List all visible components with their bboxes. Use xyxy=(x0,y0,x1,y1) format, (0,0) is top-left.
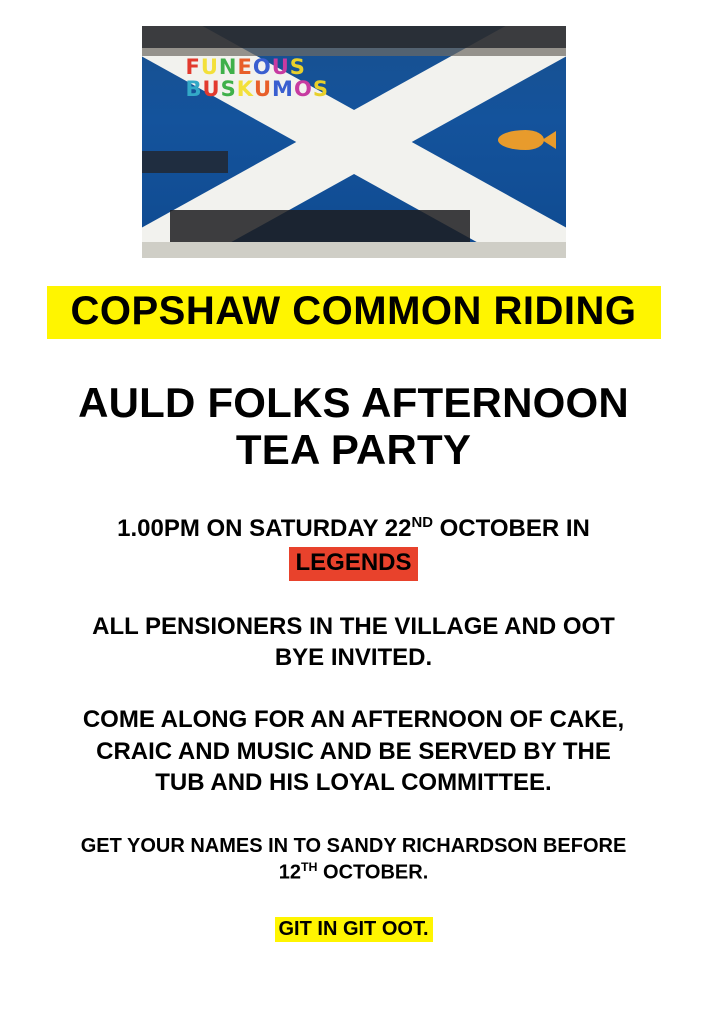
poster xyxy=(0,26,707,1026)
title-line-1: AULD FOLKS AFTERNOON xyxy=(78,378,629,426)
invitation-paragraph xyxy=(54,611,654,674)
event-banner xyxy=(47,286,661,339)
saltire-flag-photo xyxy=(142,26,566,258)
photo-bottom-rail xyxy=(142,242,566,258)
photo-top-rail xyxy=(142,26,566,48)
details-line-3: TUB AND HIS LOYAL COMMITTEE. xyxy=(155,769,552,797)
title-line-2: TEA PARTY xyxy=(235,425,472,473)
rsvp-deadline-day: 12 xyxy=(278,862,301,885)
venue-line xyxy=(34,545,674,580)
event-date-ordinal: ND xyxy=(411,514,433,531)
closing-slogan: GIT IN GIT OOT. xyxy=(275,917,433,942)
page-title xyxy=(34,379,674,473)
rsvp-paragraph xyxy=(44,833,664,886)
event-time-line xyxy=(34,513,674,545)
invitation-line-2: BYE INVITED. xyxy=(274,644,433,672)
flag-photo-container xyxy=(142,26,566,258)
flag-hand-lettering xyxy=(186,56,406,100)
details-line-1: COME ALONG FOR AN AFTERNOON OF CAKE, xyxy=(82,705,625,733)
rsvp-line-2 xyxy=(44,859,664,886)
details-paragraph xyxy=(54,704,654,799)
venue-name: LEGENDS xyxy=(289,547,417,580)
event-time-and-venue xyxy=(34,513,674,581)
event-time-suffix: OCTOBER IN xyxy=(432,514,590,542)
flag-lettering-line-2: BUSKUMOS xyxy=(185,77,329,102)
event-time-prefix: 1.00PM ON SATURDAY 22 xyxy=(117,514,412,542)
details-line-2: CRAIC AND MUSIC AND BE SERVED BY THE xyxy=(96,737,611,765)
rsvp-line-1: GET YOUR NAMES IN TO SANDY RICHARDSON BEFORE xyxy=(80,835,627,857)
invitation-line-1: ALL PENSIONERS IN THE VILLAGE AND OOT xyxy=(92,612,615,640)
flag-lettering-line-1: FUNEOUS xyxy=(185,55,306,79)
photo-left-shadow xyxy=(142,151,228,173)
rsvp-deadline-month: OCTOBER. xyxy=(317,862,429,885)
banner-heading: COPSHAW COMMON RIDING xyxy=(47,286,661,339)
rsvp-deadline-ordinal: TH xyxy=(300,860,318,875)
photo-bottom-shadow xyxy=(170,210,470,244)
closing-slogan-container xyxy=(54,918,654,941)
